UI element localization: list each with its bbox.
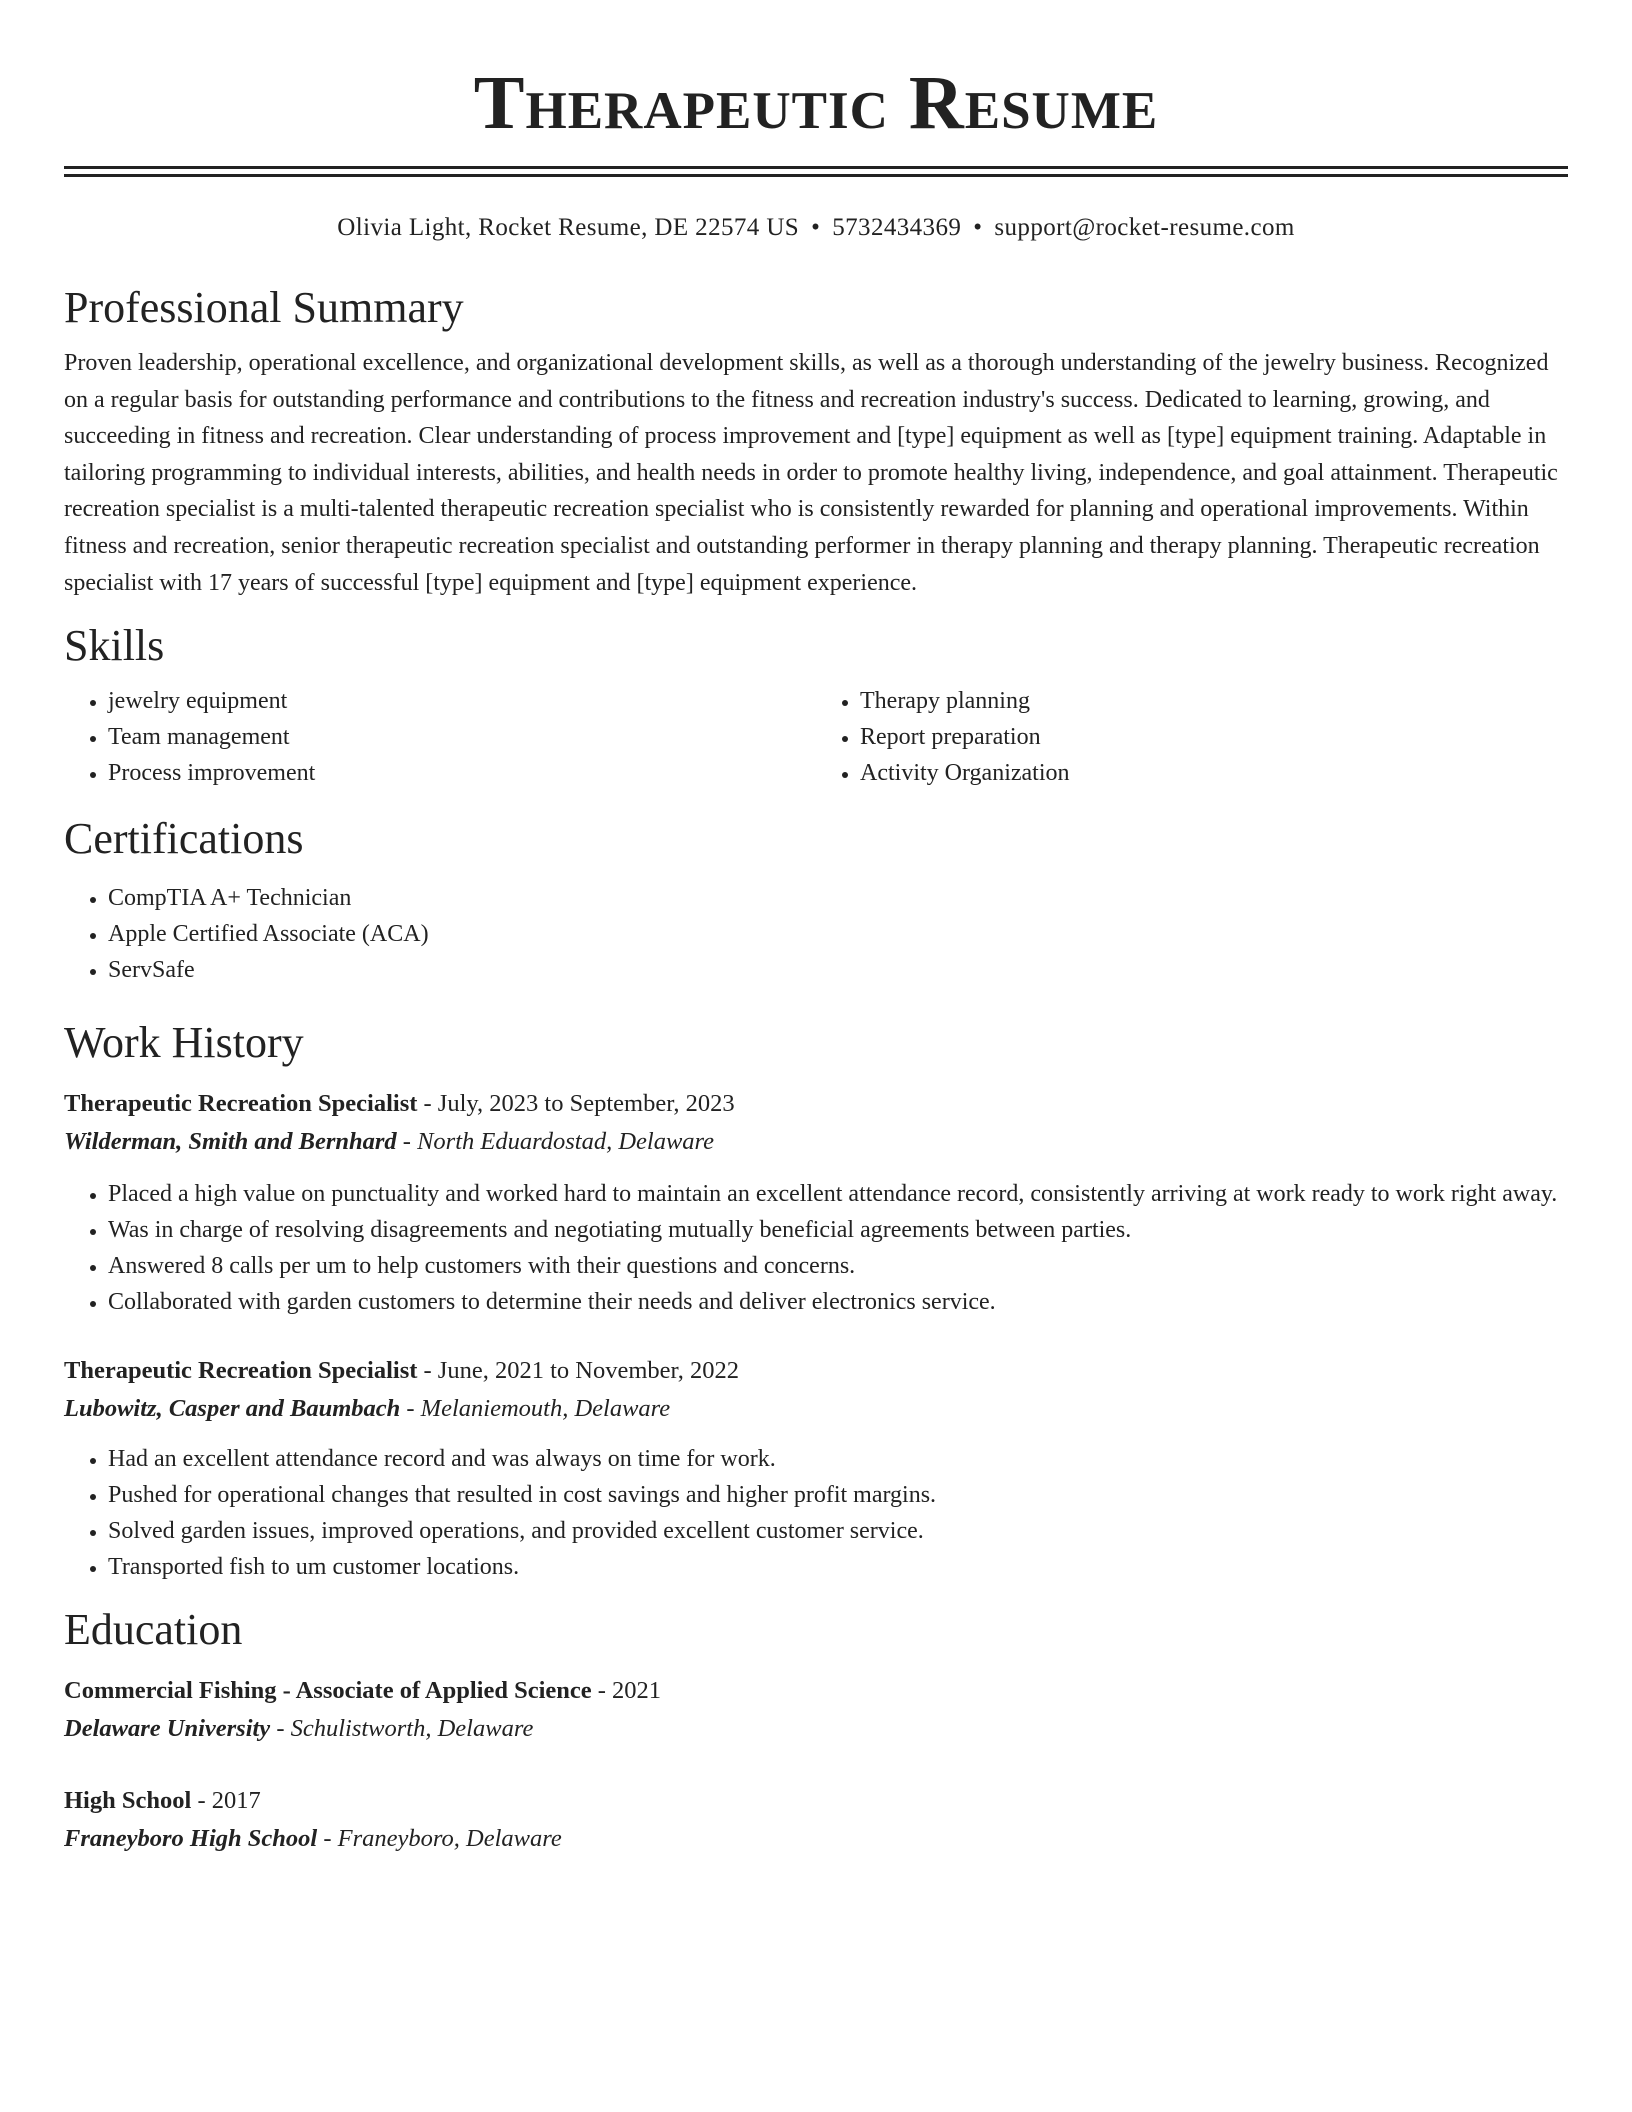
summary-heading: Professional Summary — [64, 283, 464, 332]
contact-phone: 5732434369 — [832, 214, 962, 241]
skill-item: • Activity Organization — [860, 755, 1568, 791]
work-history-heading: Work History — [64, 1018, 304, 1068]
job-company-line — [64, 1123, 1568, 1161]
title-divider-bottom — [64, 174, 1568, 177]
bullet-separator: • — [811, 214, 821, 241]
title-divider-top — [64, 166, 1568, 169]
job-entry — [64, 1085, 1568, 1320]
education-year: - 2017 — [191, 1787, 261, 1815]
certification-item: • CompTIA A+ Technician — [108, 880, 1568, 916]
resume-title: Therapeutic Resume — [473, 61, 1159, 145]
skill-item: • Therapy planning — [860, 683, 1568, 719]
job-entry — [64, 1352, 1568, 1585]
job-title: Therapeutic Recreation Specialist — [64, 1357, 418, 1385]
certifications-list — [64, 880, 1568, 988]
skill-item: • jewelry equipment — [108, 683, 816, 719]
skills-list — [64, 683, 1568, 791]
job-bullet: • Answered 8 calls per um to help customers with their questions and concerns. — [108, 1248, 1568, 1284]
job-bullet: • Transported fish to um customer locations. — [108, 1549, 1568, 1585]
skills-column-left — [64, 683, 816, 791]
job-bullets — [64, 1441, 1568, 1585]
job-bullet: • Had an excellent attendance record and was always on time for work. — [108, 1441, 1568, 1477]
job-title: Therapeutic Recreation Specialist — [64, 1090, 418, 1118]
education-degree-line — [64, 1672, 1568, 1710]
job-dates: - July, 2023 to September, 2023 — [417, 1090, 735, 1118]
job-bullets — [64, 1176, 1568, 1320]
job-company: Lubowitz, Casper and Baumbach — [64, 1395, 401, 1423]
bullet-separator: • — [973, 214, 983, 241]
job-bullet: • Placed a high value on punctuality and worked hard to maintain an excellent attendance record, consistently arriving at work ready to work right away. — [108, 1176, 1568, 1212]
job-title-line — [64, 1352, 1568, 1390]
education-location: - Franeyboro, Delaware — [317, 1825, 562, 1853]
job-location: - North Eduardostad, Delaware — [396, 1128, 715, 1156]
skills-heading: Skills — [64, 621, 165, 671]
education-entry — [64, 1782, 1568, 1858]
education-school-line — [64, 1710, 1568, 1748]
job-bullet: • Collaborated with garden customers to determine their needs and deliver electronics service. — [108, 1284, 1568, 1320]
job-bullet: • Was in charge of resolving disagreements and negotiating mutually beneficial agreements between parties. — [108, 1212, 1568, 1248]
job-location: - Melaniemouth, Delaware — [400, 1395, 671, 1423]
education-degree: High School — [64, 1787, 192, 1815]
job-company: Wilderman, Smith and Bernhard — [64, 1128, 397, 1156]
certification-item: • ServSafe — [108, 952, 1568, 988]
job-bullet: • Pushed for operational changes that resulted in cost savings and higher profit margins. — [108, 1477, 1568, 1513]
education-degree: Commercial Fishing - Associate of Applied Science — [64, 1677, 592, 1705]
job-title-line — [64, 1085, 1568, 1123]
certification-item: • Apple Certified Associate (ACA) — [108, 916, 1568, 952]
education-heading: Education — [64, 1605, 243, 1655]
education-entry — [64, 1672, 1568, 1748]
education-year: - 2021 — [591, 1677, 662, 1705]
skills-column-right — [816, 683, 1568, 791]
education-school: Delaware University — [64, 1715, 271, 1743]
contact-address: Olivia Light, Rocket Resume, DE 22574 US — [337, 214, 800, 241]
job-company-line — [64, 1390, 1568, 1428]
certifications-heading: Certifications — [64, 814, 304, 864]
job-bullet: • Solved garden issues, improved operations, and provided excellent customer service. — [108, 1513, 1568, 1549]
summary-text: Proven leadership, operational excellence, and organizational development skills, as well as a thorough understanding of the jewelry business. Recognized on a regular basis for outstanding performance and contributions to the fitness and recreation industry's success. Dedicated to learning, growing, and succeeding in fitness and recreation. Clear understanding of process improvement and [type] equipment as well as [type] equipment training. Adaptable in tailoring programming to individual interests, abilities, and health needs in order to promote healthy living, independence, and goal attainment. Therapeutic recreation specialist is a multi-talented therapeutic recreation specialist who is consistently rewarded for planning and operational improvements. Within fitness and recreation, senior therapeutic recreation specialist and outstanding performer in therapy planning and therapy planning. Therapeutic recreation specialist with 17 years of successful [type] equipment and [type] equipment experience. — [64, 350, 1558, 596]
education-school-line — [64, 1820, 1568, 1858]
skill-item: • Report preparation — [860, 719, 1568, 755]
education-degree-line — [64, 1782, 1568, 1820]
skill-item: • Process improvement — [108, 755, 816, 791]
skill-item: • Team management — [108, 719, 816, 755]
contact-line — [64, 213, 1568, 243]
education-location: - Schulistworth, Delaware — [270, 1715, 534, 1743]
contact-email: support@rocket-resume.com — [994, 214, 1295, 241]
education-school: Franeyboro High School — [64, 1825, 318, 1853]
job-dates: - June, 2021 to November, 2022 — [417, 1357, 739, 1385]
